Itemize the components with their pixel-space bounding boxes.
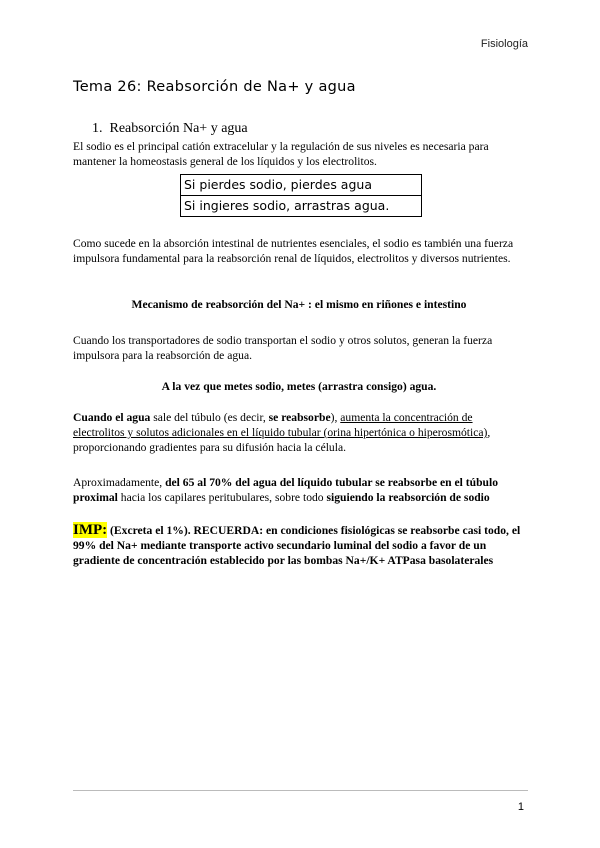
paragraph-intro: El sodio es el principal catión extracelular y la regulación de sus niveles es necesaria para mantener la homeostasis general de los líquidos y los electrolitos. bbox=[73, 140, 489, 168]
important-text: (Excreta el 1%). RECUERDA: en condiciones fisiológicas se reabsorbe casi todo, el 99% del Na+ mediante transporte activo secundario luminal del sodio a favor de un gradiente de concentración establecido por las bombas Na+/K+ ATPasa basolaterales bbox=[73, 524, 521, 567]
section-heading-text: Reabsorción Na+ y agua bbox=[109, 121, 248, 136]
bold-text: siguiendo la reabsorción de sodio bbox=[326, 491, 490, 504]
mechanism-heading: Mecanismo de reabsorción del Na+ : el mismo en riñones e intestino bbox=[131, 298, 467, 311]
bold-text: se reabsorbe bbox=[268, 411, 331, 424]
text: hacia los capilares peritubulares, sobre todo bbox=[117, 491, 327, 504]
statement-sodium-water: A la vez que metes sodio, metes (arrastra consigo) agua. bbox=[161, 380, 437, 393]
page-number: 1 bbox=[517, 801, 524, 813]
footer-divider bbox=[73, 790, 528, 791]
paragraph-transporters: Cuando los transportadores de sodio transportan el sodio y otros solutos, generan la fuerza impulsora para la reabsorción de agua. bbox=[73, 334, 493, 362]
text: , proporcionando gradientes para su difusión hacia la célula. bbox=[73, 426, 491, 454]
important-label: IMP: bbox=[73, 522, 108, 538]
bold-text: Cuando el agua bbox=[73, 411, 151, 424]
text: ), bbox=[330, 411, 341, 424]
section-number: 1. bbox=[92, 121, 103, 136]
paragraph-sodium-force: Como sucede en la absorción intestinal de nutrientes esenciales, el sodio es también una fuerza impulsora fundamental para la reabsorción renal de líquidos, electrolitos y diversos nutrientes. bbox=[73, 237, 514, 265]
bold-text: del 65 al 70% del agua del líquido tubular se reabsorbe en el túbulo proximal bbox=[73, 476, 499, 504]
paragraph-water-exit bbox=[73, 410, 525, 455]
summary-table bbox=[180, 174, 422, 217]
table-row: Si ingieres sodio, arrastras agua. bbox=[181, 195, 421, 216]
page-title: Tema 26: Reabsorción de Na+ y agua bbox=[73, 79, 356, 95]
header-subject: Fisiología bbox=[480, 38, 528, 50]
text: Aproximadamente, bbox=[73, 476, 166, 489]
section-heading bbox=[92, 121, 248, 137]
table-row: Si pierdes sodio, pierdes agua bbox=[184, 177, 372, 192]
important-note bbox=[73, 523, 525, 568]
text: sale del túbulo (es decir, bbox=[150, 411, 269, 424]
paragraph-proximal-tubule bbox=[73, 475, 525, 505]
underlined-text: aumenta la concentración de electrolitos y solutos adicionales en el líquido tubular (orina hipertónica o hiperosmótica) bbox=[73, 411, 488, 439]
